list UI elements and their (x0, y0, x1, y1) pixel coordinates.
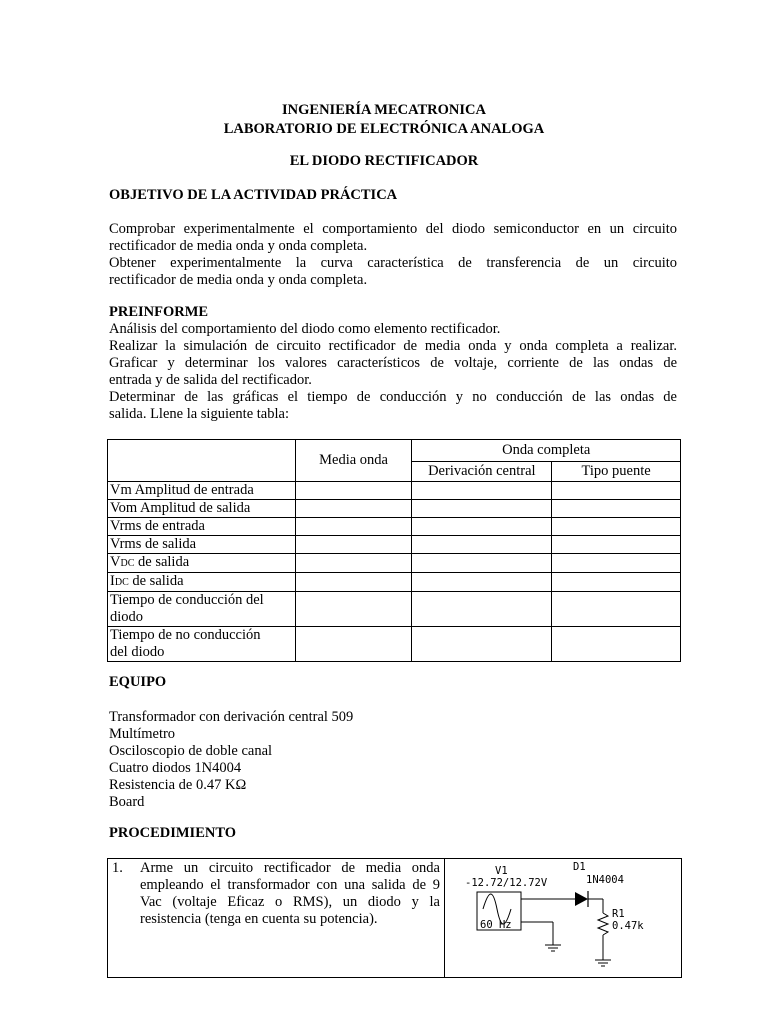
row-label-rest: de salida (134, 554, 190, 570)
row-label (108, 592, 296, 627)
input-cell[interactable] (552, 518, 681, 536)
step-line: resistencia (tenga en cuenta su potencia). (140, 911, 378, 927)
preinforme-text (109, 321, 677, 423)
row-label (108, 554, 296, 573)
row-label-sub: DC (120, 558, 135, 569)
row-label-line: del diodo (110, 644, 165, 660)
row-label-main: I (110, 573, 115, 589)
ground-symbol-icon (545, 945, 561, 951)
row-label-sub: DC (114, 577, 129, 588)
objective-text (109, 221, 677, 289)
procedimiento-heading: PROCEDIMIENTO (109, 825, 237, 841)
faculty-title: INGENIERÍA MECATRONICA (282, 102, 486, 118)
header-onda-completa: Onda completa (412, 440, 681, 462)
header-media-onda: Media onda (295, 440, 412, 482)
resistor-symbol-icon (598, 913, 608, 935)
half-wave-schematic (445, 859, 681, 977)
input-cell[interactable] (412, 627, 552, 662)
procedure-step (108, 859, 444, 932)
resistor-name-label: R1 (612, 908, 625, 920)
step-line: Arme un circuito rectificador de media onda (140, 860, 440, 876)
input-cell[interactable] (552, 627, 681, 662)
row-label-main: V (110, 554, 121, 570)
preinforme-line: salida. Llene la siguiente tabla: (109, 406, 289, 422)
source-name-label: V1 (495, 865, 508, 877)
row-label-line: Tiempo de conducción del (110, 592, 264, 608)
row-label-line: diodo (110, 609, 144, 625)
table-row (108, 592, 681, 627)
objective-line: Obtener experimentalmente la curva característica de transferencia de un circuito (109, 255, 677, 271)
preinforme-line: Realizar la simulación de circuito rectificador de media onda y onda completa a realizar. (109, 338, 677, 354)
ground-symbol-icon (595, 960, 611, 966)
input-cell[interactable] (412, 554, 552, 573)
procedure-table (107, 858, 682, 978)
step-text (140, 860, 440, 928)
input-cell[interactable] (295, 573, 412, 592)
input-cell[interactable] (295, 518, 412, 536)
objective-heading: OBJETIVO DE LA ACTIVIDAD PRÁCTICA (109, 187, 398, 203)
step-line: empleando el transformador con una salida de 9 (140, 877, 440, 893)
header-derivacion-central: Derivación central (412, 462, 552, 482)
input-cell[interactable] (295, 627, 412, 662)
diode-name-label: D1 (573, 861, 586, 873)
row-label: Vrms de salida (108, 536, 296, 554)
resistor-value-label: 0.47k (612, 920, 644, 932)
table-row (108, 482, 681, 500)
table-row (108, 518, 681, 536)
list-item: Transformador con derivación central 509 (109, 709, 354, 725)
schematic-cell (445, 859, 682, 978)
row-label: Vrms de entrada (108, 518, 296, 536)
results-table (107, 439, 681, 662)
page-title: EL DIODO RECTIFICADOR (289, 153, 479, 169)
input-cell[interactable] (295, 592, 412, 627)
list-item: Board (109, 794, 145, 810)
source-value-label: -12.72/12.72V (465, 877, 548, 889)
preinforme-line: Análisis del comportamiento del diodo como elemento rectificador. (109, 321, 501, 337)
row-label-line: Tiempo de no conducción (110, 627, 261, 643)
preinforme-heading: PREINFORME (109, 304, 209, 320)
input-cell[interactable] (295, 482, 412, 500)
procedure-step-cell (108, 859, 445, 978)
input-cell[interactable] (412, 573, 552, 592)
table-row (108, 536, 681, 554)
list-item: Multímetro (109, 726, 176, 742)
equipment-list (109, 709, 353, 811)
input-cell[interactable] (412, 500, 552, 518)
list-item: Osciloscopio de doble canal (109, 743, 273, 759)
objective-line: rectificador de media onda y onda completa. (109, 238, 368, 254)
input-cell[interactable] (295, 554, 412, 573)
input-cell[interactable] (552, 592, 681, 627)
table-header-row (108, 440, 681, 462)
equipo-heading: EQUIPO (109, 674, 167, 690)
input-cell[interactable] (412, 536, 552, 554)
table-corner-cell (108, 440, 296, 482)
row-label: Vm Amplitud de entrada (108, 482, 296, 500)
objective-line: Comprobar experimentalmente el comportamiento del diodo semiconductor en un circuito (109, 221, 677, 237)
input-cell[interactable] (552, 536, 681, 554)
input-cell[interactable] (412, 592, 552, 627)
objective-line: rectificador de media onda y onda completa. (109, 272, 368, 288)
table-row (108, 500, 681, 518)
preinforme-line: Graficar y determinar los valores característicos de voltaje, corriente de las ondas de (109, 355, 677, 371)
step-number: 1. (112, 860, 123, 876)
lab-title: LABORATORIO DE ELECTRÓNICA ANALOGA (223, 121, 545, 137)
row-label: Vom Amplitud de salida (108, 500, 296, 518)
input-cell[interactable] (295, 500, 412, 518)
input-cell[interactable] (552, 500, 681, 518)
row-label-rest: de salida (128, 573, 184, 589)
diode-model-label: 1N4004 (586, 874, 624, 886)
diode-symbol-icon (575, 892, 588, 906)
table-row (108, 554, 681, 573)
source-frequency-label: 60 Hz (480, 919, 512, 931)
preinforme-line: Determinar de las gráficas el tiempo de conducción y no conducción de las ondas de (109, 389, 677, 405)
input-cell[interactable] (412, 518, 552, 536)
row-label (108, 573, 296, 592)
preinforme-line: entrada y de salida del rectificador. (109, 372, 312, 388)
input-cell[interactable] (552, 482, 681, 500)
input-cell[interactable] (552, 554, 681, 573)
table-row (108, 627, 681, 662)
list-item: Cuatro diodos 1N4004 (109, 760, 242, 776)
row-label (108, 627, 296, 662)
input-cell[interactable] (552, 573, 681, 592)
input-cell[interactable] (295, 536, 412, 554)
header-tipo-puente: Tipo puente (552, 462, 681, 482)
step-line: Vac (voltaje Eficaz o RMS), un diodo y la (140, 894, 440, 910)
table-row (108, 573, 681, 592)
list-item: Resistencia de 0.47 KΩ (109, 777, 247, 793)
input-cell[interactable] (412, 482, 552, 500)
procedure-row (108, 859, 682, 978)
